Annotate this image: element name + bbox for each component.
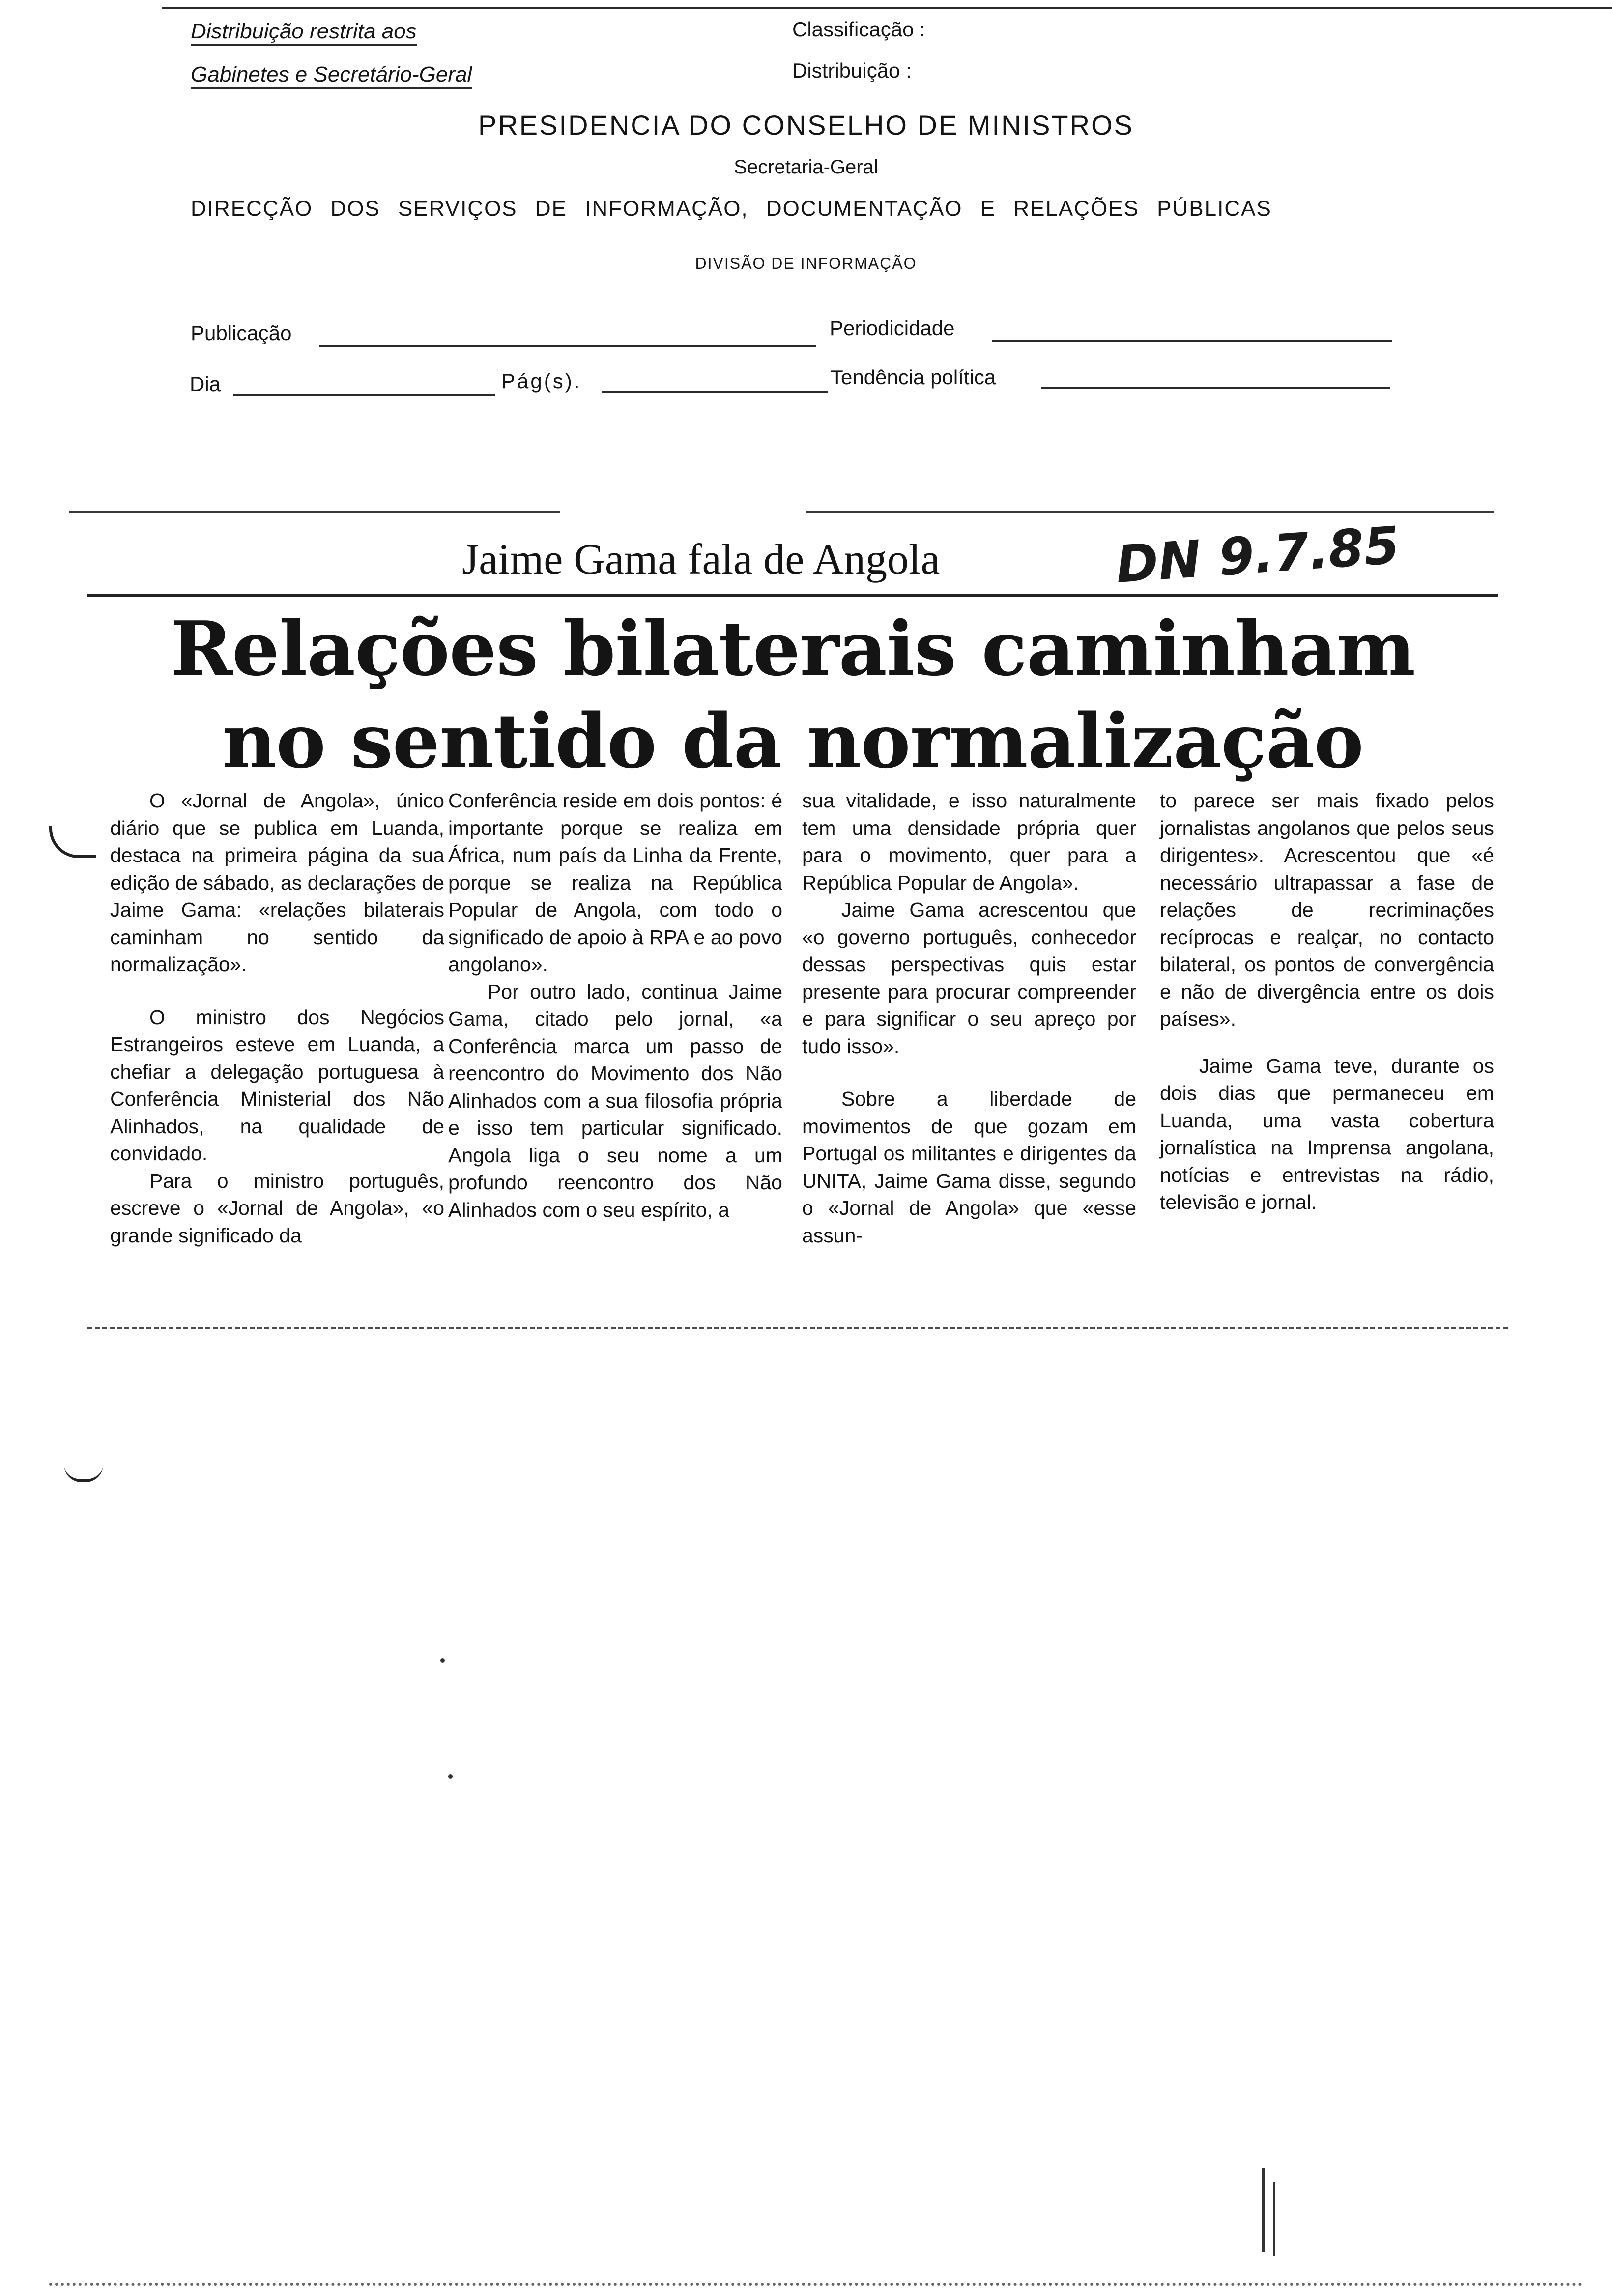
tendencia-politica-field	[1041, 387, 1390, 389]
headline-line1: Relações bilaterais caminham	[170, 604, 1415, 692]
kicker-rule	[87, 594, 1498, 597]
publicacao-label: Publicação	[191, 321, 292, 344]
direccao-servicos: DIRECÇÃO DOS SERVIÇOS DE INFORMAÇÃO, DOCUMENTAÇÃO E RELAÇÕES PÚBLICAS	[191, 197, 1272, 221]
periodicidade-label: Periodicidade	[830, 316, 955, 340]
clipping-top-border-right	[806, 511, 1494, 513]
handwritten-date: DN 9.7.85	[1114, 515, 1402, 595]
distribuicao-label: Distribuição :	[792, 59, 912, 82]
publicacao-field	[319, 345, 816, 347]
paragraph: Conferência reside em dois pontos: é importante porque se realiza em África, num país da Linha da Frente, porque se realiza na República Popular de Angola, com todo o significado de apoio à RPA e ao povo angolano».	[448, 789, 782, 976]
article-kicker: Jaime Gama fala de Angola	[462, 536, 940, 583]
divisao-informacao: DIVISÃO DE INFORMAÇÃO	[695, 255, 917, 272]
top-border-line	[162, 7, 1612, 9]
scan-dot	[448, 1774, 453, 1779]
paragraph: Jaime Gama teve, durante os dois dias que permaneceu em Luanda, uma vasta cobertura jornalística na Imprensa angolana, notícias e entrevistas na rádio, televisão e jornal.	[1160, 1054, 1494, 1213]
paragraph: sua vitalidade, e isso naturalmente tem uma densidade própria quer para o movimento, quer para a República Popular de Angola».	[802, 789, 1136, 894]
scan-bottom-noise	[49, 2283, 1583, 2286]
article-column-3	[802, 787, 1136, 1249]
periodicidade-field	[992, 340, 1392, 342]
clipping-bottom-border	[87, 1327, 1508, 1329]
article-column-4	[1160, 787, 1494, 1216]
margin-pen-mark-1	[49, 826, 96, 858]
paragraph: Sobre a liberdade de movimentos de que gozam em Portugal os militantes e dirigentes da UNITA, Jaime Gama disse, segundo o «Jornal de Angola» que «esse assun-	[802, 1088, 1136, 1247]
article-column-2	[448, 787, 782, 1224]
presidency-title: PRESIDENCIA DO CONSELHO DE MINISTROS	[478, 110, 1134, 141]
dia-field	[233, 394, 495, 396]
paragraph: to parece ser mais fixado pelos jornalistas angolanos que pelos seus dirigentes». Acrescentou que «é necessário ultrapassar a fase de relações de recriminações recíprocas e realçar, no contacto bilateral, os pontos de convergência e não de divergência entre os dois países».	[1160, 789, 1494, 1030]
pags-field	[602, 391, 828, 393]
classificacao-label: Classificação :	[792, 18, 925, 41]
paragraph: O «Jornal de Angola», único diário que se publica em Luanda, destaca na primeira página da sua edição de sábado, as declarações de Jaime Gama: «relações bilaterais caminham no sentido da normalização».	[110, 789, 444, 976]
paragraph: Por outro lado, continua Jaime Gama, citado pelo jornal, «a Conferência marca um passo de reencontro do Movimento dos Não Alinhados com a sua filosofia própria e isso tem particular significado. Angola liga o seu nome a um profundo reencontro dos Não Alinhados com o seu espírito, a	[448, 980, 782, 1221]
restricted-distribution-line1: Distribuição restrita aos	[191, 17, 417, 46]
paragraph: Para o ministro português, escreve o «Jornal de Angola», «o grande significado da	[110, 1169, 444, 1247]
tendencia-politica-label: Tendência política	[831, 366, 996, 389]
pen-stroke	[1273, 2182, 1275, 2256]
paragraph: O ministro dos Negócios Estrangeiros esteve em Luanda, a chefiar a delegação portuguesa à Conferência Ministerial dos Não Alinhados, na qualidade de convidado.	[110, 1005, 444, 1165]
restricted-distribution-line2: Gabinetes e Secretário-Geral	[191, 60, 472, 89]
scan-dot	[440, 1658, 445, 1663]
headline-line2: no sentido da normalização	[222, 697, 1363, 785]
article-column-1	[110, 787, 444, 1249]
secretaria-geral: Secretaria-Geral	[734, 156, 878, 178]
pen-stroke	[1262, 2168, 1265, 2252]
dia-label: Dia	[190, 373, 221, 396]
margin-pen-mark-2	[64, 1464, 103, 1482]
clipping-top-border-left	[69, 511, 560, 513]
paragraph: Jaime Gama acrescentou que «o governo português, conhecedor dessas perspectivas quis estar presente para procurar compreender e para significar o seu apreço por tudo isso».	[802, 898, 1136, 1058]
pags-label: Pág(s).	[501, 370, 582, 393]
